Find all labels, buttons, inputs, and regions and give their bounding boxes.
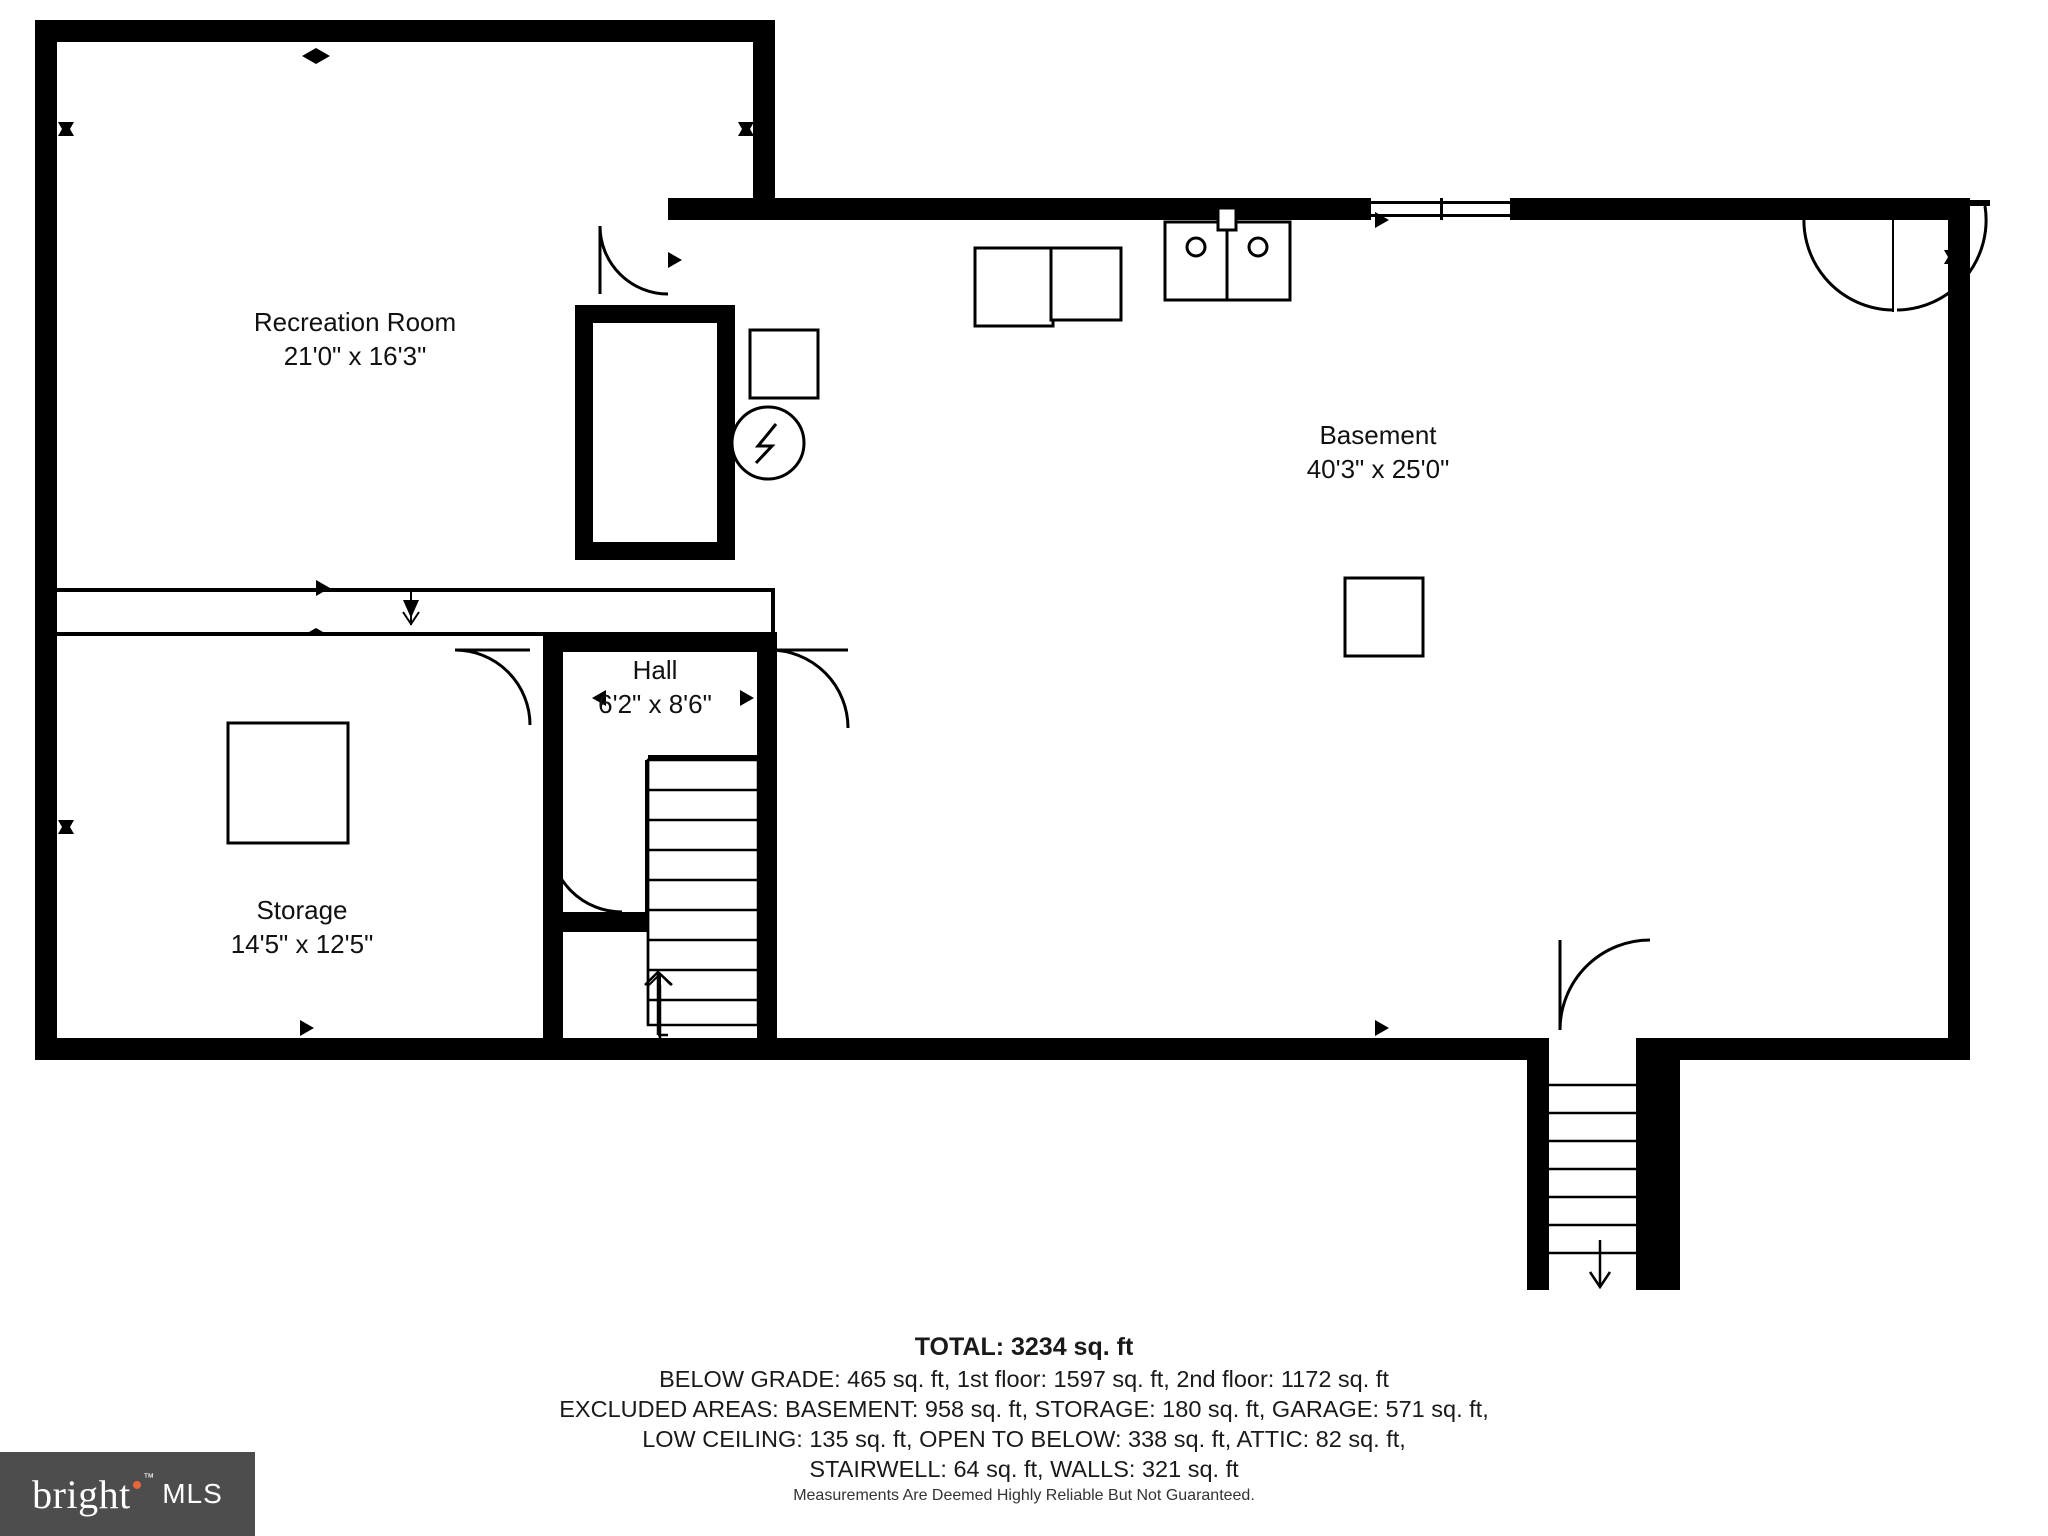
room-dimensions: 40'3" x 25'0" [1306,454,1450,484]
support-column-1 [1345,578,1423,656]
room-label-hall [598,653,712,721]
room-name: Recreation Room [253,307,457,337]
room-dimensions: 21'0" x 16'3" [283,341,427,371]
total-area: TOTAL: 3234 sq. ft [914,1333,1134,1361]
room-dimensions: 6'2" x 8'6" [598,689,712,719]
furnace-icon [732,407,804,479]
dimension-leader-lines [403,588,419,625]
dimension-ticks [58,48,1960,1036]
brand-trademark-icon: ™ [143,1472,155,1484]
room-label-basement [1307,418,1450,486]
room-name: Hall [632,655,678,685]
appliance-square-2 [1051,248,1121,320]
room-label-storage [231,893,374,961]
appliance-square-1 [975,248,1053,326]
area-summary [324,1330,1724,1484]
summary-line-low-ceiling: LOW CEILING: 135 sq. ft, OPEN TO BELOW: 338 sq. ft, ATTIC: 82 sq. ft, [642,1426,1406,1452]
exterior-walls [35,20,1970,1290]
summary-line-excluded-areas: EXCLUDED AREAS: BASEMENT: 958 sq. ft, STORAGE: 180 sq. ft, GARAGE: 571 sq. ft, [559,1396,1489,1422]
brand-wordmark: bright [32,1471,131,1517]
summary-line-below-grade: BELOW GRADE: 465 sq. ft, 1st floor: 1597 sq. ft, 2nd floor: 1172 sq. ft [659,1366,1389,1392]
room-dimensions: 14'5" x 12'5" [230,929,374,959]
interior-stairs [645,755,758,1045]
room-name: Basement [1319,420,1437,450]
support-column-2 [228,723,348,843]
brand-accent-dot-icon: • [131,1469,143,1502]
water-heater [750,330,818,398]
room-label-recreation-room [254,305,456,373]
window-openings [1368,198,1513,220]
summary-line-stairwell: STAIRWELL: 64 sq. ft, WALLS: 321 sq. ft [809,1456,1239,1482]
bright-mls-logo [0,1452,255,1536]
room-name: Storage [256,895,348,925]
fixtures [228,208,1423,843]
measurement-disclaimer: Measurements Are Deemed Highly Reliable But Not Guaranteed. [793,1487,1255,1504]
brand-mls-text: MLS [162,1478,223,1509]
exterior-stairs [1549,1060,1636,1290]
